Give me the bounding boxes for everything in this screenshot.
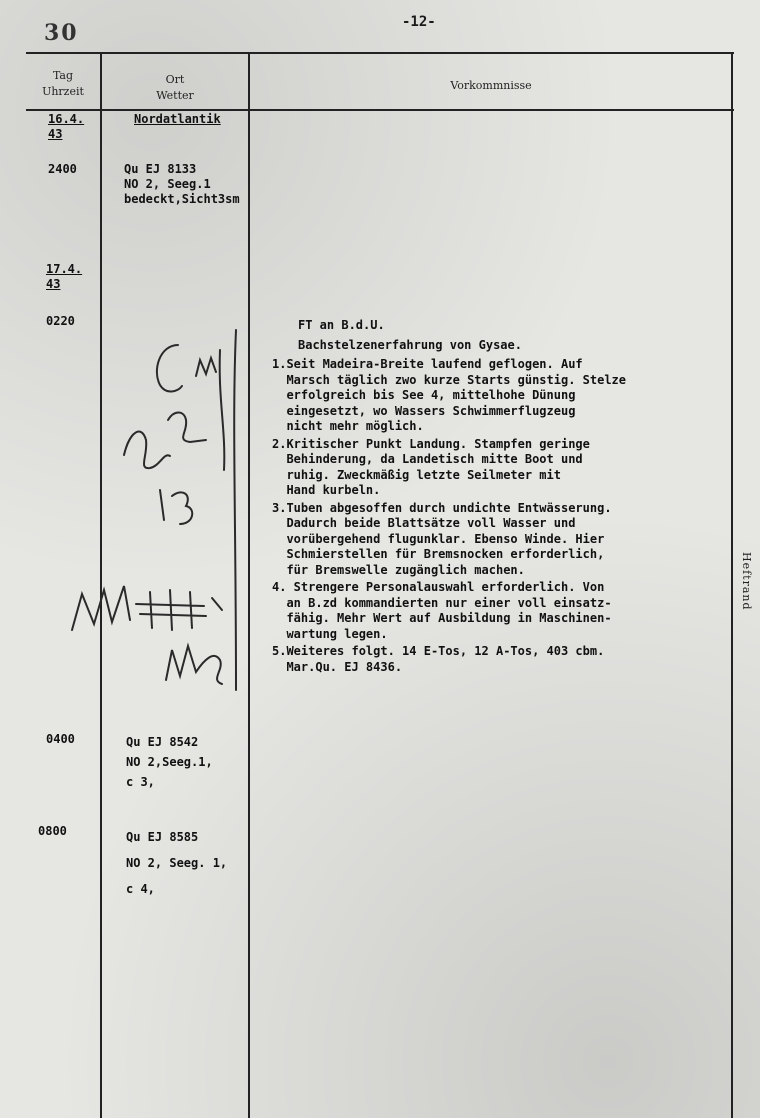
handwriting-strokes xyxy=(72,330,236,690)
handwriting-tick xyxy=(212,598,222,610)
entry-time-6: 0800 xyxy=(38,824,67,838)
header-col1-line1: Tag xyxy=(52,69,74,82)
message-item-1: 1.Seit Madeira-Breite laufend geflogen. Auf Marsch täglich zwo kurze Starts günstig. Stelze erfolgreich bis See 4, mittelhohe Dünung eingesetzt, wo Wassers Schwimmerflugzeug nicht mehr möglich. xyxy=(272,357,627,433)
corner-mark: 30 xyxy=(44,20,79,46)
handwriting-long-line xyxy=(234,330,236,690)
entry-time-1: 16.4. 43 xyxy=(48,112,85,141)
entry-time-3: 17.4. 43 xyxy=(46,262,83,291)
handwriting-line-2 xyxy=(220,350,225,470)
handwriting-a2 xyxy=(168,413,206,443)
handwriting-hash xyxy=(136,590,206,630)
handwriting-bottom-scribble xyxy=(166,646,222,684)
message-item-2: 2.Kritischer Punkt Landung. Stampfen geringe Behinderung, da Landetisch mitte Boot und ruhig. Zweckmäßig letzte Seilmeter mit Hand kurbeln. xyxy=(272,436,590,497)
side-label-heftrand: Heftrand xyxy=(740,552,753,611)
entry-place-2: Qu EJ 8133 NO 2, Seeg.1 bedeckt,Sicht3sm xyxy=(124,162,240,206)
header-vorkommnisse: Vorkommnisse xyxy=(450,79,532,92)
handwriting-m-signature xyxy=(72,586,130,630)
handwriting-c xyxy=(157,345,182,392)
handwriting-signature-1 xyxy=(124,432,170,469)
entry-place-1: Nordatlantik xyxy=(134,112,221,126)
header-col2-line1: Ort xyxy=(165,73,185,86)
page-number: -12- xyxy=(402,14,436,30)
handwriting-123 xyxy=(160,490,192,524)
entry-time-4: 0220 xyxy=(46,314,75,328)
message-item-3: 3.Tuben abgesoffen durch undichte Entwässerung. Dadurch beide Blattsätze voll Wasser und vorübergehend flugunklar. Ebenso Winde. Hier Schmierstellen für Bremsnocken erforderlich, für Bremswelle zugänglich machen. xyxy=(272,500,612,577)
message-heading-2: Bachstelzenerfahrung von Gysae. xyxy=(298,337,522,352)
entry-place-5: Qu EJ 8542 NO 2,Seeg.1, c 3, xyxy=(126,735,213,789)
entry-time-2: 2400 xyxy=(48,162,77,176)
header-col1-line2: Uhrzeit xyxy=(42,85,84,98)
header-col2-line2: Wetter xyxy=(156,89,194,102)
handwriting-m xyxy=(196,358,216,376)
entry-place-6: Qu EJ 8585 NO 2, Seeg. 1, c 4, xyxy=(126,830,228,896)
message-item-4: 4. Strengere Personalauswahl erforderlich. Von an B.zd kommandierten nur einer voll einsatz- fähig. Mehr Wert auf Ausbildung in Maschinen- wartung legen. xyxy=(272,580,612,641)
message-item-5: 5.Weiteres folgt. 14 E-Tos, 12 A-Tos, 403 cbm. Mar.Qu. EJ 8436. xyxy=(272,644,605,674)
entry-time-5: 0400 xyxy=(46,732,75,746)
message-heading-1: FT an B.d.U. xyxy=(298,318,385,332)
